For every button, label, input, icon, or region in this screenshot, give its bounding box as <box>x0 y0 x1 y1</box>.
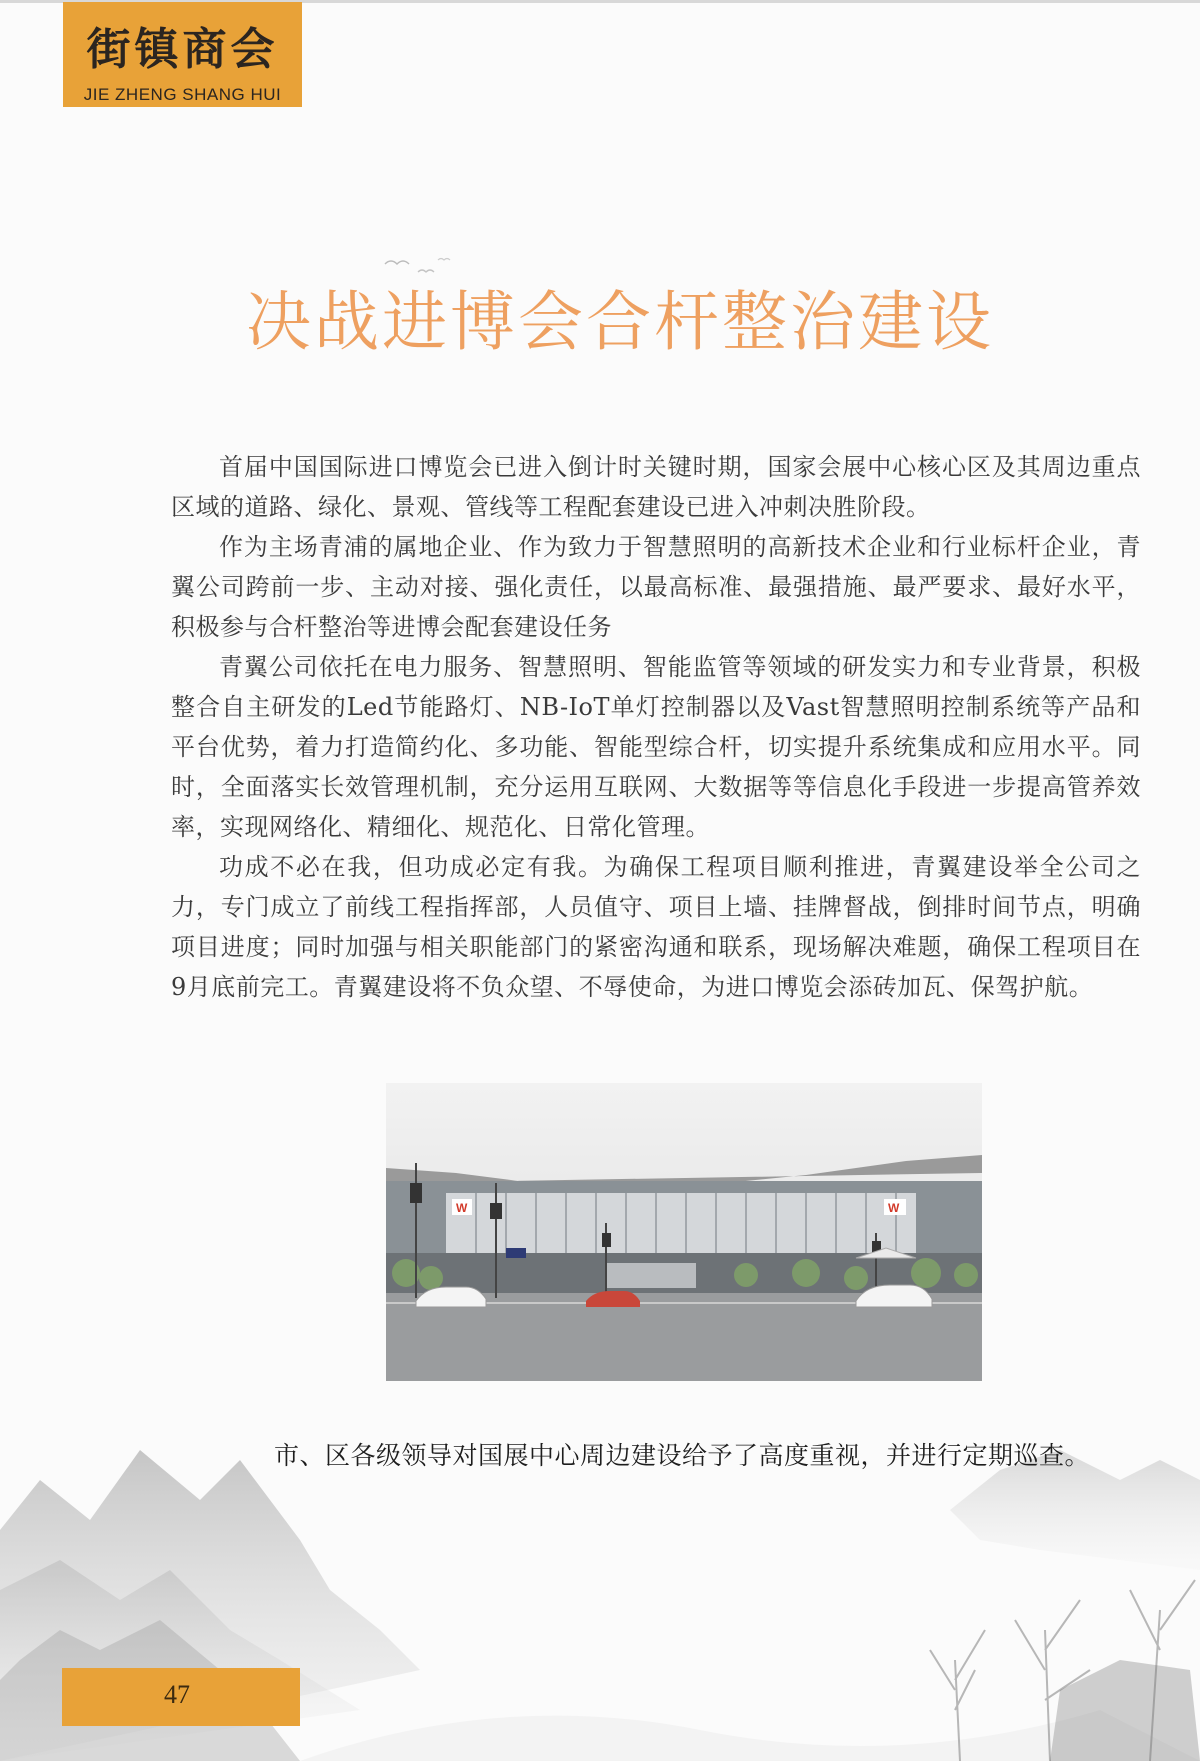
photo-sign-right: W <box>888 1201 900 1215</box>
photo-exhibition-center <box>386 1083 982 1381</box>
birds-decoration <box>380 250 460 280</box>
section-title-cn: 街镇商会 <box>86 24 279 75</box>
photo-caption: 市、区各级领导对国展中心周边建设给予了高度重视，并进行定期巡查。 <box>274 1441 1091 1470</box>
article-title: 决战进博会合杆整治建设 <box>245 285 994 360</box>
paragraph: 青翼公司依托在电力服务、智慧照明、智能监管等领域的研发实力和专业背景，积极整合自主研发的Led节能路灯、NB-IoT单灯控制器以及Vast智慧照明控制系统等产品和平台优势，着力打造简约化、多功能、智能型综合杆，切实提升系统集成和应用水平。同时，全面落实长效管理机制，充分运用互联网、大数据等等信息化手段进一步提高管养效率，实现网络化、精细化、规范化、日常化管理。 <box>171 653 1141 841</box>
paragraph: 作为主场青浦的属地企业、作为致力于智慧照明的高新技术企业和行业标杆企业，青翼公司跨前一步、主动对接、强化责任，以最高标准、最强措施、最严要求、最好水平，积极参与合杆整治等进博会配套建设任务 <box>171 533 1141 641</box>
paragraph: 功成不必在我，但功成必定有我。为确保工程项目顺利推进，青翼建设举全公司之力，专门成立了前线工程指挥部，人员值守、项目上墙、挂牌督战，倒排时间节点，明确项目进度；同时加强与相关职能部门的紧密沟通和联系，现场解决难题，确保工程项目在9月底前完工。青翼建设将不负众望、不辱使命，为进口博览会添砖加瓦、保驾护航。 <box>171 853 1141 1001</box>
section-header-tab <box>63 2 302 107</box>
article-body <box>171 447 1141 1007</box>
section-title-en: JIE ZHENG SHANG HUI <box>83 85 282 104</box>
paragraph: 首届中国国际进口博览会已进入倒计时关键时期，国家会展中心核心区及其周边重点区域的道路、绿化、景观、管线等工程配套建设已进入冲刺决胜阶段。 <box>171 453 1141 521</box>
page-number: 47 <box>164 1680 190 1709</box>
photo-sign-left: W <box>456 1201 468 1215</box>
